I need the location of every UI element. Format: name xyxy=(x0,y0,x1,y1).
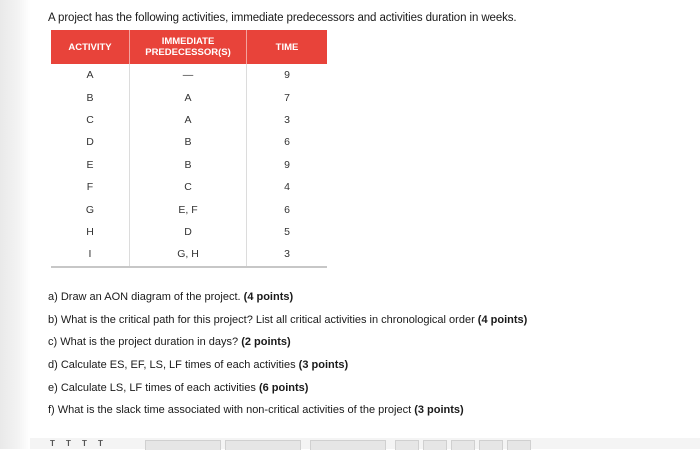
table-header-row xyxy=(51,30,327,64)
question-text: b) What is the critical path for this project? List all critical activities in chronological order xyxy=(48,313,475,326)
cell-predecessors: E, F xyxy=(130,198,247,220)
cell-predecessors: B xyxy=(130,131,247,153)
table-row xyxy=(51,64,327,86)
cell-activity: G xyxy=(51,198,130,220)
intro-text: A project has the following activities, immediate predecessors and activities duration in weeks. xyxy=(48,12,517,24)
cell-time: 4 xyxy=(284,181,290,194)
text-format-icon[interactable]: T xyxy=(98,439,103,448)
cell-predecessors: A xyxy=(130,86,247,108)
editor-toolbar xyxy=(30,438,700,449)
question-text: d) Calculate ES, EF, LS, LF times of each activities xyxy=(48,359,296,372)
cell-predecessors: A xyxy=(130,109,247,131)
question-text: c) What is the project duration in days? xyxy=(48,336,239,349)
question-c xyxy=(48,336,527,359)
cell-time: 5 xyxy=(284,225,290,238)
question-b xyxy=(48,314,527,337)
question-points: (3 points) xyxy=(298,359,349,372)
cell-activity: C xyxy=(51,109,130,131)
cell-predecessors: G, H xyxy=(130,243,247,266)
question-e xyxy=(48,382,527,405)
cell-activity: B xyxy=(51,86,130,108)
question-points: (6 points) xyxy=(258,381,309,394)
header-predecessors-line2: PREDECESSOR(S) xyxy=(145,47,231,58)
cell-activity: E xyxy=(51,154,130,176)
question-points: (4 points) xyxy=(243,291,294,303)
text-format-icon[interactable]: T xyxy=(82,439,87,448)
table-row xyxy=(51,243,327,266)
cell-activity: F xyxy=(51,176,130,198)
cell-activity: H xyxy=(51,221,130,243)
table-row xyxy=(51,86,327,108)
cell-time: 6 xyxy=(284,136,290,149)
left-margin-strip xyxy=(0,0,30,449)
table-row xyxy=(51,198,327,220)
text-format-icon[interactable]: T xyxy=(50,439,55,448)
cell-time: 9 xyxy=(284,69,290,82)
cell-predecessors: C xyxy=(130,176,247,198)
cell-time: 6 xyxy=(284,203,290,216)
question-text: f) What is the slack time associated with non-critical activities of the project xyxy=(48,404,412,417)
cell-predecessors: D xyxy=(130,221,247,243)
cell-time: 7 xyxy=(284,91,290,104)
cell-predecessors: — xyxy=(130,64,247,86)
header-predecessors-line1: IMMEDIATE xyxy=(161,36,215,47)
text-format-icon[interactable]: T xyxy=(66,439,71,448)
activity-table xyxy=(51,30,327,268)
table-row xyxy=(51,131,327,153)
cell-predecessors: B xyxy=(130,154,247,176)
header-activity: ACTIVITY xyxy=(51,30,130,64)
question-text: a) Draw an AON diagram of the project. xyxy=(48,291,241,303)
table-row xyxy=(51,154,327,176)
table-row xyxy=(51,176,327,198)
question-a xyxy=(48,291,527,314)
question-points: (2 points) xyxy=(241,336,291,349)
cell-time: 9 xyxy=(284,158,290,171)
table-row xyxy=(51,109,327,131)
question-text: e) Calculate LS, LF times of each activities xyxy=(48,381,256,394)
header-predecessors xyxy=(130,30,247,64)
header-time: TIME xyxy=(247,30,328,64)
question-f xyxy=(48,404,527,427)
question-d xyxy=(48,359,527,382)
cell-activity: I xyxy=(51,243,130,266)
cell-time: 3 xyxy=(284,113,290,126)
table-row xyxy=(51,221,327,243)
question-points: (4 points) xyxy=(477,313,528,326)
cell-activity: A xyxy=(51,64,130,86)
cell-time: 3 xyxy=(247,243,328,266)
question-list xyxy=(48,291,527,427)
cell-activity: D xyxy=(51,131,130,153)
question-points: (3 points) xyxy=(414,404,464,417)
